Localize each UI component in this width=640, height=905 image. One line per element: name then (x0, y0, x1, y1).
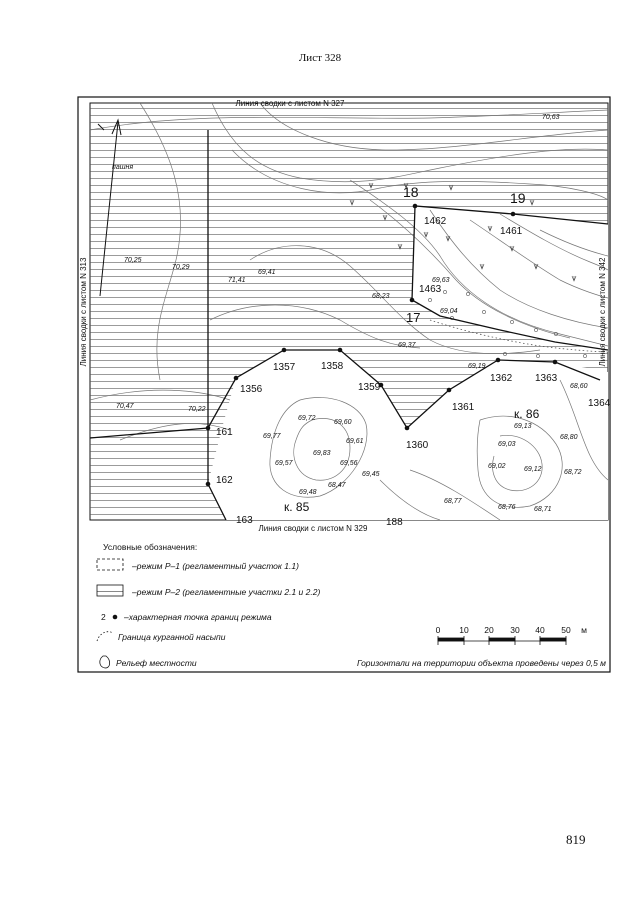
scale-tick: 30 (510, 625, 520, 635)
elevation-label: 69,72 (298, 415, 316, 422)
elevation-label: 68,71 (534, 506, 552, 513)
elevation-label: 69,37 (398, 342, 416, 349)
point-label: 1362 (490, 373, 513, 384)
elevation-label: 69,04 (440, 308, 458, 315)
elevation-label: 69,03 (498, 441, 516, 448)
elevation-label: 69,61 (346, 438, 364, 445)
point-label: 1360 (406, 440, 429, 451)
legend-item-point: –характерная точка границ режима (124, 612, 272, 622)
scale-tick: 20 (484, 625, 494, 635)
elevation-label: 69,57 (275, 460, 293, 467)
point-label: 1359 (358, 382, 381, 393)
scale-unit: м (581, 625, 587, 635)
elevation-label: 69,77 (263, 433, 281, 440)
point-label: 163 (236, 515, 253, 526)
point-label: 1357 (273, 362, 296, 373)
elevation-label: 69,02 (488, 463, 506, 470)
elevation-label: 68,76 (498, 504, 516, 511)
elevation-label: 70,63 (542, 114, 560, 121)
north-label: пашня (112, 164, 134, 171)
elevation-label: 68,60 (570, 383, 588, 390)
sheet-title: Лист 328 (298, 52, 342, 64)
elevation-label: 69,48 (299, 489, 317, 496)
elevation-label: 69,60 (334, 419, 352, 426)
edge-bottom: Линия сводки с листом N 329 (258, 524, 368, 533)
point-label: 1363 (535, 373, 558, 384)
point-label: 1462 (424, 216, 447, 227)
edge-left: Линия сводки с листом N 313 (79, 257, 88, 367)
legend-point-icon (113, 615, 118, 620)
elevation-label: 69,41 (258, 269, 276, 276)
legend-item-relief: Рельеф местности (116, 658, 197, 668)
area-number: 19 (510, 190, 526, 206)
area-number: 18 (403, 184, 419, 200)
legend-swatch-p2 (97, 585, 123, 596)
scale-tick: 50 (561, 625, 571, 635)
point-label: 162 (216, 475, 233, 486)
scale-tick: 10 (459, 625, 469, 635)
scale-tick: 0 (435, 625, 441, 635)
elevation-label: 68,72 (564, 469, 582, 476)
elevation-label: 69,56 (340, 460, 358, 467)
elevation-label: 71,41 (228, 277, 246, 284)
edge-top: Линия сводки с листом N 327 (235, 99, 345, 108)
elevation-label: 69,83 (313, 450, 331, 457)
point-label: 1463 (419, 284, 442, 295)
point-label: 188 (386, 517, 403, 528)
elevation-label: 68,77 (444, 498, 462, 505)
elevation-label: 69,12 (524, 466, 542, 473)
kurgan-label: к. 86 (514, 407, 540, 421)
scale-tick: 40 (535, 625, 545, 635)
area-number: 17 (406, 310, 421, 325)
point-label: 1361 (452, 402, 475, 413)
edge-right: Линия сводки с листом N 342 (598, 257, 607, 367)
elevation-label: 69,13 (514, 423, 532, 430)
elevation-label: 70,22 (188, 406, 206, 413)
point-label: 1364 (588, 398, 611, 409)
elevation-label: 70,29 (172, 264, 190, 271)
elevation-label: 69,19 (468, 363, 486, 370)
elevation-label: 68,23 (372, 293, 390, 300)
elevation-label: 69,45 (362, 471, 380, 478)
point-label: 161 (216, 427, 233, 438)
legend-item-p1: –режим Р–1 (регламентный участок 1.1) (132, 561, 299, 571)
contour-note: Горизонтали на территории объекта проведены через 0,5 м (356, 658, 606, 668)
elevation-label: 70,25 (124, 257, 142, 264)
kurgan-label: к. 85 (284, 500, 310, 514)
legend-title: Условные обозначения: (103, 542, 198, 552)
legend-item-p2: –режим Р–2 (регламентные участки 2.1 и 2.2) (132, 587, 321, 597)
elevation-label: 68,47 (328, 482, 346, 489)
elevation-label: 68,80 (560, 434, 578, 441)
page-number: 819 (566, 832, 586, 847)
point-label: 1356 (240, 384, 263, 395)
point-label: 1358 (321, 361, 344, 372)
legend-item-kurgan: Граница курганной насыпи (118, 632, 226, 642)
elevation-label: 70,47 (116, 403, 134, 410)
elevation-label: 69,63 (432, 277, 450, 284)
legend-point-number: 2 (101, 612, 106, 622)
point-label: 1461 (500, 226, 523, 237)
